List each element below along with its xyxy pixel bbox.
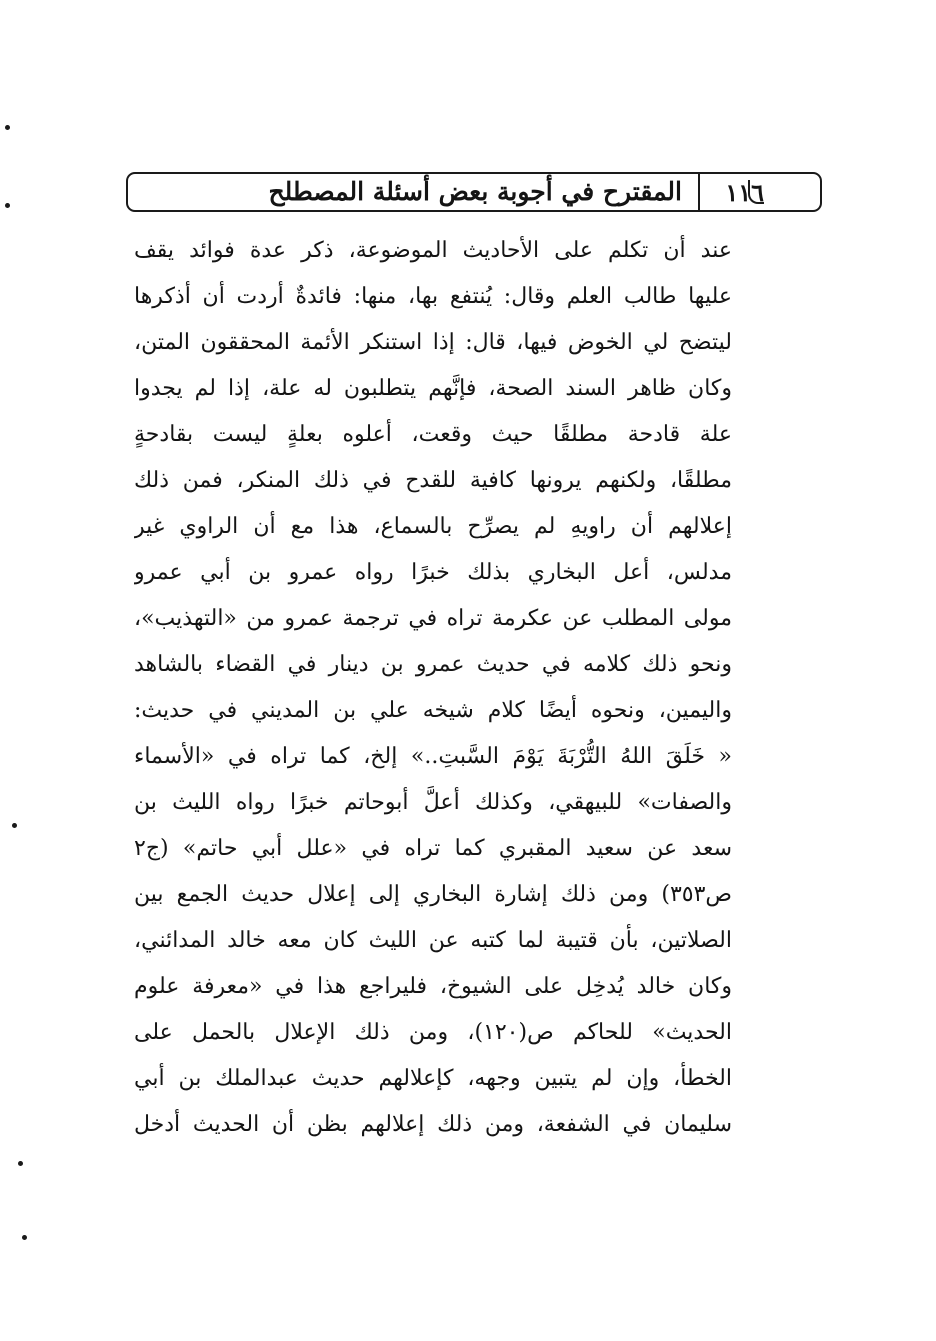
- scan-speck: [12, 823, 17, 828]
- page-number: ١١٦: [725, 177, 764, 207]
- text-line: وكان ظاهر السند الصحة، فإنَّهم يتطلبون له علة، إذا لم يجدوا: [134, 376, 732, 401]
- text-line: ليتضح لي الخوض فيها، قال: إذا استنكر الأئمة المحققون المتن،: [134, 330, 732, 355]
- text-line: واليمين، ونحوه أيضًا كلام شيخه علي بن المديني في حديث:: [134, 698, 732, 723]
- scan-speck: [18, 1161, 23, 1166]
- scan-speck: [5, 125, 10, 130]
- scan-speck: [22, 1235, 27, 1240]
- text-line: الحديث» للحاكم ص(١٢٠)، ومن ذلك الإعلال بالحمل على: [134, 1020, 732, 1045]
- text-line: الصلاتين، بأن قتيبة لما كتبه عن الليث كان معه خالد المدائني،: [134, 928, 732, 953]
- text-line: عند أن تكلم على الأحاديث الموضوعة، ذكر عدة فوائد يقف: [134, 238, 732, 263]
- text-line: مولى المطلب عن عكرمة تراه في ترجمة عمرو من «التهذيب»،: [134, 606, 732, 631]
- text-line: الخطأ، وإن لم يتبين وجهه، كإعلالهم حديث عبدالملك بن أبي: [134, 1066, 732, 1091]
- text-line: « خَلَقَ اللهُ التُّرْبَةَ يَوْمَ السَّبتِ..» إلخ، كما تراه في «الأسماء: [134, 744, 732, 769]
- running-header: [126, 172, 822, 212]
- body-paragraph: [134, 228, 732, 1148]
- text-line: مدلس، أعل البخاري بذلك خبرًا رواه عمرو بن أبي عمرو: [134, 560, 732, 585]
- text-line: عليها طالب العلم وقال: يُنتفع بها، منها: فائدةٌ أردت أن أذكرها: [134, 284, 732, 309]
- text-line: وكان خالد يُدخِل على الشيوخ، فليراجع هذا في «معرفة علوم: [134, 974, 732, 999]
- text-line: ونحو ذلك كلامه في حديث عمرو بن دينار في القضاء بالشاهد: [134, 652, 732, 677]
- text-line: والصفات» للبيهقي، وكذلك أعلَّ أبوحاتم خبرًا رواه الليث بن: [134, 790, 732, 815]
- page-number-ornament: [748, 180, 764, 204]
- text-line: سعد عن سعيد المقبري كما تراه في «علل أبي حاتم» (ج٢: [134, 836, 732, 861]
- text-line: إعلالهم أن راويهِ لم يصرِّح بالسماع، هذا مع أن الراوي غير: [134, 514, 732, 539]
- book-title: المقترح في أجوبة بعض أسئلة المصطلح: [268, 177, 682, 206]
- text-line: مطلقًا، ولكنهم يرونها كافية للقدح في ذلك المنكر، فمن ذلك: [134, 468, 732, 493]
- text-line: ص٣٥٣) ومن ذلك إشارة البخاري إلى إعلال حديث الجمع بين: [134, 882, 732, 907]
- scan-speck: [5, 203, 10, 208]
- text-line: سليمان في الشفعة، ومن ذلك إعلالهم بظن أن الحديث أدخل: [134, 1112, 732, 1137]
- text-line: علة قادحة مطلقًا حيث وقعت، أعلوه بعلةٍ ليست بقادحةٍ: [134, 422, 732, 447]
